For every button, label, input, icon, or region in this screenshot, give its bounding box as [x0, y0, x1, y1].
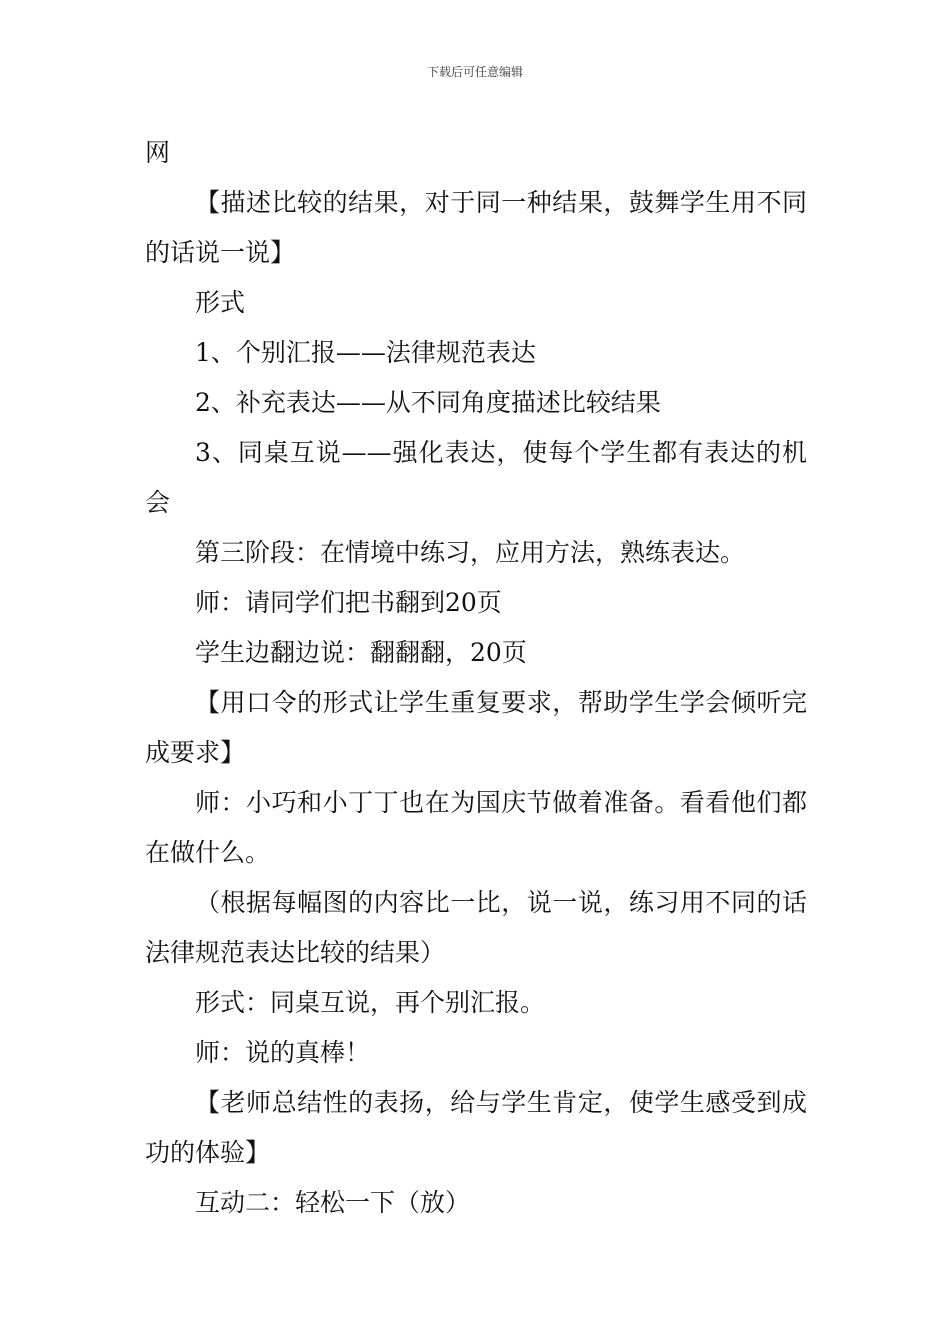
paragraph-form: 形式：同桌互说，再个别汇报。 [195, 988, 546, 1017]
document-body [145, 128, 807, 1228]
paragraph-bracket-note: 【用口令的形式让学生重复要求，帮助学生学会倾听完成要求】 [145, 688, 807, 767]
paragraph-parenthetical: （根据每幅图的内容比一比，说一说，练习用不同的话法律规范表达比较的结果） [145, 888, 807, 967]
paragraph-bracket-note: 【描述比较的结果，对于同一种结果，鼓舞学生用不同的话说一说】 [145, 188, 807, 267]
paragraph-continuation: 网 [145, 138, 171, 167]
list-item-3: 3、同桌互说——强化表达，使每个学生都有表达的机会 [145, 438, 807, 517]
paragraph-teacher-prompt: 师：小巧和小丁丁也在为国庆节做着准备。看看他们都在做什么。 [145, 788, 807, 867]
paragraph-form-heading: 形式 [195, 288, 246, 317]
paragraph-bracket-note: 【老师总结性的表扬，给与学生肯定，使学生感受到成功的体验】 [145, 1088, 807, 1167]
list-item-1: 1、个别汇报——法律规范表达 [195, 338, 536, 367]
paragraph-stage-three: 第三阶段：在情境中练习，应用方法，熟练表达。 [195, 538, 746, 567]
paragraph-interaction-two: 互动二：轻松一下（放） [195, 1188, 471, 1217]
paragraph-teacher-instruction: 师：请同学们把书翻到20页 [195, 588, 502, 617]
paragraph-teacher-praise: 师：说的真棒！ [195, 1038, 371, 1067]
page-header-note: 下载后可任意编辑 [426, 65, 523, 79]
paragraph-student-response: 学生边翻边说：翻翻翻，20页 [195, 638, 527, 667]
list-item-2: 2、补充表达——从不同角度描述比较结果 [195, 388, 661, 417]
